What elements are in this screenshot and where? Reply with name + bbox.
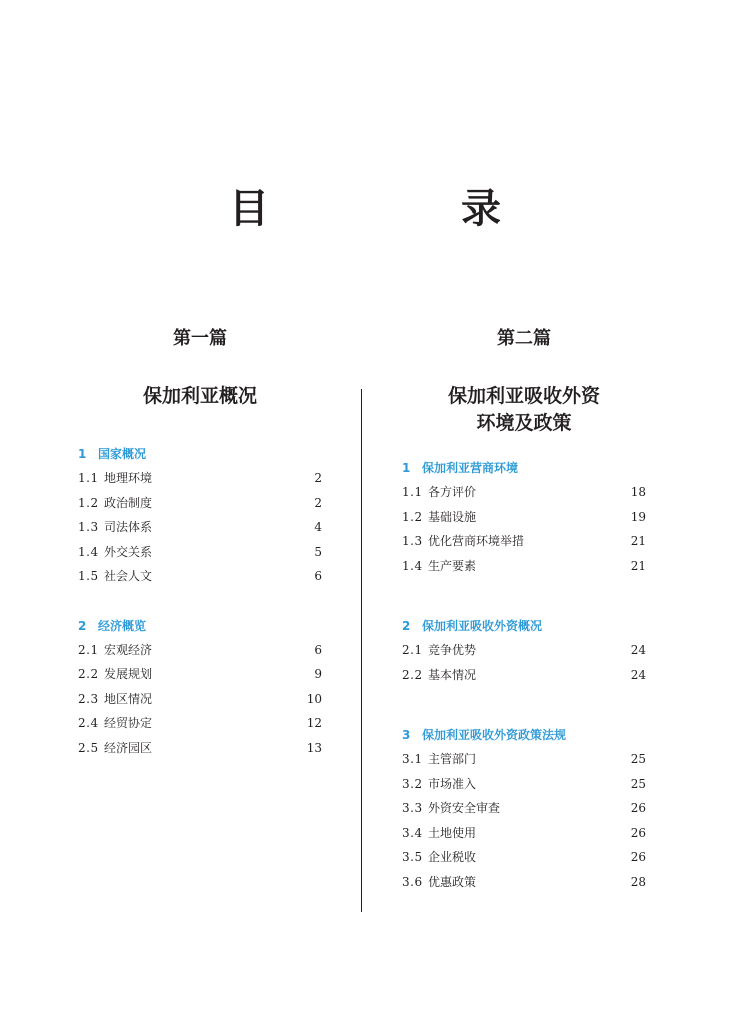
toc-chapter-heading[interactable]: [402, 617, 646, 635]
entry-title: 主管部门: [428, 752, 477, 766]
chapter-title: 国家概况: [98, 447, 147, 461]
entry-number: 3.4: [402, 825, 423, 840]
entry-title: 政治制度: [104, 495, 153, 510]
entry-page: 10: [306, 691, 322, 706]
entry-title: 外资安全审查: [428, 801, 501, 815]
entry-page: 25: [630, 776, 646, 791]
entry-title: 市场准入: [428, 776, 477, 791]
entry-page: 26: [630, 801, 646, 815]
chapter-spacer: [402, 690, 646, 726]
toc-entry[interactable]: [78, 518, 322, 536]
entry-number: 2.1: [78, 642, 99, 657]
entry-title: 优惠政策: [428, 874, 477, 889]
toc-entry[interactable]: [402, 824, 646, 842]
chapter-title: 保加利亚吸收外资政策法规: [422, 728, 567, 742]
toc-chapter-heading[interactable]: [402, 726, 646, 744]
entry-page: 6: [314, 569, 322, 583]
entry-number: 2.2: [402, 667, 423, 682]
part-two-chapters: [402, 459, 646, 891]
part-one-column: [78, 326, 322, 763]
part-one-title: 保加利亚概况: [142, 385, 257, 407]
entry-page: 28: [630, 874, 646, 889]
entry-page: 12: [306, 716, 322, 730]
chapter-spacer: [402, 581, 646, 617]
entry-title: 社会人文: [104, 569, 153, 583]
entry-page: 21: [630, 534, 646, 548]
entry-number: 1.4: [402, 558, 423, 573]
entry-page: 26: [630, 825, 646, 840]
entry-number: 1.5: [78, 569, 99, 583]
toc-entry[interactable]: [78, 494, 322, 512]
entry-title: 地理环境: [104, 471, 153, 485]
entry-page: 18: [630, 485, 646, 499]
toc-entry[interactable]: [78, 469, 322, 487]
part-two-label: 第二篇: [497, 328, 551, 349]
chapter-number: 2: [78, 618, 87, 633]
chapter-title: 经济概览: [98, 618, 147, 633]
entry-page: 6: [314, 642, 322, 657]
entry-title: 生产要素: [428, 558, 477, 573]
entry-title: 外交关系: [104, 544, 153, 559]
toc-entry[interactable]: [78, 641, 322, 659]
chapter-spacer: [78, 592, 322, 617]
entry-title: 经济园区: [104, 740, 153, 755]
entry-page: 19: [630, 509, 646, 524]
part-two-column: [402, 326, 646, 897]
entry-page: 2: [314, 471, 322, 485]
chapter-title: 保加利亚吸收外资概况: [422, 619, 543, 633]
toc-entry[interactable]: [78, 690, 322, 708]
entry-number: 2.5: [78, 740, 99, 755]
toc-entry[interactable]: [402, 848, 646, 866]
entry-page: 24: [630, 643, 646, 657]
toc-entry[interactable]: [78, 543, 322, 561]
entry-title: 宏观经济: [104, 642, 153, 657]
entry-page: 4: [314, 520, 322, 534]
part-one-chapters: [78, 445, 322, 757]
entry-title: 经贸协定: [104, 716, 153, 730]
entry-title: 基础设施: [428, 509, 477, 524]
entry-number: 1.1: [78, 471, 99, 485]
toc-entry[interactable]: [402, 508, 646, 526]
chapter-number: 1: [402, 461, 411, 475]
entry-title: 基本情况: [428, 667, 477, 682]
toc-entry[interactable]: [402, 557, 646, 575]
part-two-title-line2: 环境及政策: [476, 412, 572, 434]
entry-title: 竞争优势: [428, 643, 477, 657]
entry-page: 5: [314, 544, 322, 559]
entry-number: 3.2: [402, 776, 423, 791]
entry-number: 3.6: [402, 874, 423, 889]
toc-entry[interactable]: [402, 750, 646, 768]
entry-page: 25: [630, 752, 646, 766]
entry-page: 9: [314, 667, 322, 681]
entry-title: 优化营商环境举措: [428, 534, 525, 548]
toc-entry[interactable]: [402, 483, 646, 501]
chapter-title: 保加利亚营商环境: [422, 461, 519, 475]
toc-chapter-heading[interactable]: [402, 459, 646, 477]
entry-number: 3.1: [402, 752, 423, 766]
page-title: 目 录: [229, 185, 577, 232]
column-divider: [361, 389, 362, 912]
toc-entry[interactable]: [78, 714, 322, 732]
entry-number: 2.2: [78, 667, 99, 681]
toc-entry[interactable]: [402, 799, 646, 817]
entry-title: 各方评价: [428, 485, 477, 499]
entry-number: 2.3: [78, 691, 99, 706]
entry-number: 1.3: [402, 534, 423, 548]
entry-number: 3.3: [402, 801, 423, 815]
chapter-number: 1: [78, 447, 87, 461]
entry-number: 3.5: [402, 850, 423, 864]
entry-number: 1.2: [78, 495, 99, 510]
toc-entry[interactable]: [402, 666, 646, 684]
toc-entry[interactable]: [78, 665, 322, 683]
entry-number: 1.2: [402, 509, 423, 524]
part-two-title-line1: 保加利亚吸收外资: [447, 385, 600, 407]
entry-page: 2: [314, 495, 322, 510]
toc-entry[interactable]: [78, 739, 322, 757]
part-one-label: 第一篇: [173, 328, 227, 349]
entry-title: 企业税收: [428, 850, 477, 864]
entry-title: 司法体系: [104, 520, 153, 534]
entry-page: 13: [306, 740, 322, 755]
entry-title: 地区情况: [104, 691, 153, 706]
entry-page: 21: [630, 558, 646, 573]
chapter-number: 2: [402, 619, 411, 633]
entry-number: 2.4: [78, 716, 99, 730]
entry-title: 发展规划: [104, 667, 153, 681]
toc-chapter-heading[interactable]: [78, 445, 322, 463]
entry-title: 土地使用: [428, 825, 477, 840]
part-two-title: [402, 383, 646, 437]
entry-number: 1.3: [78, 520, 99, 534]
chapter-number: 3: [402, 728, 411, 742]
toc-entry[interactable]: [402, 532, 646, 550]
toc-entry[interactable]: [402, 641, 646, 659]
entry-page: 26: [630, 850, 646, 864]
entry-page: 24: [630, 667, 646, 682]
toc-entry[interactable]: [78, 567, 322, 585]
entry-number: 1.4: [78, 544, 99, 559]
toc-entry[interactable]: [402, 873, 646, 891]
entry-number: 2.1: [402, 643, 423, 657]
toc-entry[interactable]: [402, 775, 646, 793]
toc-chapter-heading[interactable]: [78, 617, 322, 635]
entry-number: 1.1: [402, 485, 423, 499]
